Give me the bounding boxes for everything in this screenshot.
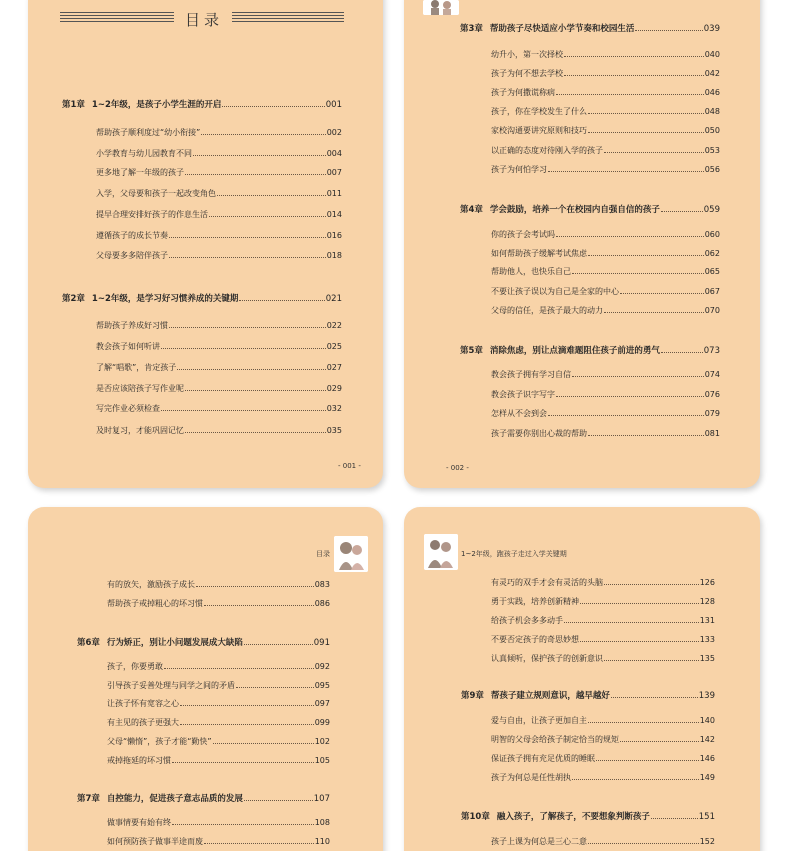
dot-leader xyxy=(572,376,704,377)
section-title: 遵循孩子的成长节奏 xyxy=(96,231,168,240)
section-title: 帮助孩子养成好习惯 xyxy=(96,321,168,330)
dot-leader xyxy=(548,171,704,172)
toc-item-row xyxy=(491,836,715,847)
toc-item-row xyxy=(96,127,342,138)
page-ref: 032 xyxy=(326,404,342,413)
dot-leader xyxy=(611,697,698,698)
toc-item-row xyxy=(491,145,720,156)
dot-leader xyxy=(180,724,314,725)
section-title: 孩子上课为何总是三心二意 xyxy=(491,837,587,846)
section-title: 家校沟通要讲究原则和技巧 xyxy=(491,126,587,135)
dot-leader xyxy=(239,300,324,301)
toc-chapter-row xyxy=(461,810,715,822)
toc-item-row xyxy=(491,229,720,240)
page-ref: 099 xyxy=(314,718,330,727)
chapter-label: 第5章 xyxy=(460,346,483,356)
toc-item-row xyxy=(96,341,342,352)
dot-leader xyxy=(596,760,699,761)
section-title: 教会孩子拥有学习自信 xyxy=(491,370,571,379)
section-title: 帮助孩子戒掉粗心的坏习惯 xyxy=(107,599,203,608)
page-ref: 021 xyxy=(325,294,342,304)
toc-item-row xyxy=(107,680,330,691)
section-title: 是否应该陪孩子写作业呢 xyxy=(96,384,184,393)
page-ref: 067 xyxy=(704,287,720,296)
page-ref: 040 xyxy=(704,50,720,59)
toc-chapter-row xyxy=(460,344,720,356)
dot-leader xyxy=(556,236,704,237)
dot-leader xyxy=(620,741,699,742)
chapter-label: 第9章 xyxy=(461,691,484,701)
page-ref: 135 xyxy=(699,654,715,663)
dot-leader xyxy=(588,843,699,844)
dot-leader xyxy=(213,743,314,744)
toc-item-row xyxy=(107,598,330,609)
page-ref: 002 xyxy=(326,128,342,137)
page-ref: 152 xyxy=(699,837,715,846)
section-title: 教会孩子识字写字 xyxy=(491,390,555,399)
page-ref: 083 xyxy=(314,580,330,589)
dot-leader xyxy=(588,132,704,133)
chapter-label: 第10章 xyxy=(461,812,490,822)
dot-leader xyxy=(588,113,704,114)
dot-leader xyxy=(564,56,704,57)
page-ref: 060 xyxy=(704,230,720,239)
toc-item-row xyxy=(491,715,715,726)
section-title: 认真倾听，保护孩子的创新意识 xyxy=(491,654,603,663)
section-title: 幼升小，第一次择校 xyxy=(491,50,563,59)
dot-leader xyxy=(588,255,704,256)
page-ref: 086 xyxy=(314,599,330,608)
toc-chapter-row xyxy=(461,689,715,701)
running-header: 目录 xyxy=(316,550,330,558)
dot-leader xyxy=(169,257,326,258)
section-title: 有灵巧的双手才会有灵活的头脑 xyxy=(491,578,603,587)
dot-leader xyxy=(244,644,313,645)
page-ref: 133 xyxy=(699,635,715,644)
toc-item-row xyxy=(491,369,720,380)
page-ref: 022 xyxy=(326,321,342,330)
section-title: 更多地了解一年级的孩子 xyxy=(96,168,184,177)
page-ref: 149 xyxy=(699,773,715,782)
page-ref: 107 xyxy=(313,794,330,804)
page-ref: 110 xyxy=(314,837,330,846)
chapter-label: 第3章 xyxy=(460,24,483,34)
dot-leader xyxy=(661,352,703,353)
section-title: 不要否定孩子的奇思妙想 xyxy=(491,635,579,644)
dot-leader xyxy=(588,435,704,436)
section-title: 帮助孩子顺利度过“幼小衔接” xyxy=(96,128,201,137)
toc-item-row xyxy=(96,425,342,436)
section-title: 孩子需要你别出心裁的帮助 xyxy=(491,429,587,438)
dot-leader xyxy=(161,348,326,349)
page-ref: 007 xyxy=(326,168,342,177)
dot-leader xyxy=(244,800,313,801)
page-ref: 139 xyxy=(698,691,715,701)
toc-item-row xyxy=(491,653,715,664)
page-ref: 053 xyxy=(704,146,720,155)
toc-chapter-row xyxy=(62,98,342,110)
dot-leader xyxy=(580,603,699,604)
dot-leader xyxy=(217,195,326,196)
toc-item-row xyxy=(491,68,720,79)
toc-item-row xyxy=(107,698,330,709)
page-ref: 097 xyxy=(314,699,330,708)
section-title: 孩子，你在学校发生了什么 xyxy=(491,107,587,116)
chapter-title: 学会鼓励，培养一个在校园内自强自信的孩子 xyxy=(489,205,660,215)
section-title: 父母的信任，是孩子最大的动力 xyxy=(491,306,603,315)
page-ref: 027 xyxy=(326,363,342,372)
toc-item-row xyxy=(491,577,715,588)
section-title: 引导孩子妥善处理与同学之间的矛盾 xyxy=(107,681,235,690)
toc-item-row xyxy=(491,248,720,259)
page-ref: 039 xyxy=(703,24,720,34)
page-ref: 079 xyxy=(704,409,720,418)
page-ref: 046 xyxy=(704,88,720,97)
toc-item-row xyxy=(96,362,342,373)
dot-leader xyxy=(169,327,326,328)
section-title: 有的放矢，激励孩子成长 xyxy=(107,580,195,589)
section-title: 不要让孩子误以为自己是全家的中心 xyxy=(491,287,619,296)
page-ref: 102 xyxy=(314,737,330,746)
toc-item-row xyxy=(491,772,715,783)
toc-item-row xyxy=(107,717,330,728)
toc-item-row xyxy=(96,383,342,394)
toc-item-row xyxy=(107,817,330,828)
page-ref: 074 xyxy=(704,370,720,379)
section-title: 爱与自由，让孩子更加自主 xyxy=(491,716,587,725)
page-ref: 048 xyxy=(704,107,720,116)
section-title: 教会孩子如何听讲 xyxy=(96,342,160,351)
page-ref: 131 xyxy=(699,616,715,625)
page-ref: 091 xyxy=(313,638,330,648)
page-number: - 001 - xyxy=(338,462,361,470)
section-title: 及时复习，才能巩固记忆 xyxy=(96,426,184,435)
chapter-label: 第1章 xyxy=(62,100,85,110)
section-title: 提早合理安排好孩子的作息生活 xyxy=(96,210,208,219)
toc-item-row xyxy=(491,408,720,419)
dot-leader xyxy=(185,390,326,391)
section-title: 孩子为何不想去学校 xyxy=(491,69,563,78)
chapter-label: 第4章 xyxy=(460,205,483,215)
page-ref: 029 xyxy=(326,384,342,393)
chapter-title: 帮助孩子尽快适应小学节奏和校园生活 xyxy=(489,24,635,34)
page-ref: 108 xyxy=(314,818,330,827)
toc-item-row xyxy=(107,836,330,847)
page-ref: 095 xyxy=(314,681,330,690)
dot-leader xyxy=(164,668,314,669)
page-ref: 050 xyxy=(704,126,720,135)
chapter-title: 1~2年级，是学习好习惯养成的关键期 xyxy=(91,294,239,304)
toc-item-row xyxy=(491,266,720,277)
section-title: 孩子为何怕学习 xyxy=(491,165,547,174)
toc-item-row xyxy=(491,428,720,439)
page-ref: 059 xyxy=(703,205,720,215)
dot-leader xyxy=(572,273,704,274)
dot-leader xyxy=(185,432,326,433)
toc-item-row xyxy=(96,230,342,241)
dot-leader xyxy=(620,293,704,294)
dot-leader xyxy=(201,134,325,135)
dot-leader xyxy=(604,312,704,313)
section-title: 明智的父母会给孩子制定恰当的规矩 xyxy=(491,735,619,744)
dot-leader xyxy=(604,584,699,585)
dot-leader xyxy=(169,237,326,238)
toc-item-row xyxy=(491,734,715,745)
dot-leader xyxy=(548,415,704,416)
section-title: 孩子，你要勇敢 xyxy=(107,662,163,671)
section-title: 怎样从不会到会 xyxy=(491,409,547,418)
page-ref: 076 xyxy=(704,390,720,399)
section-title: 写完作业必须检查 xyxy=(96,404,160,413)
dot-leader xyxy=(661,211,703,212)
dot-leader xyxy=(236,687,314,688)
page-ref: 126 xyxy=(699,578,715,587)
section-title: 小学教育与幼儿园教育不同 xyxy=(96,149,192,158)
dot-leader xyxy=(564,622,699,623)
section-title: 孩子为何撒谎称病 xyxy=(491,88,555,97)
dot-leader xyxy=(193,155,326,156)
page-ref: 018 xyxy=(326,251,342,260)
page-ref: 004 xyxy=(326,149,342,158)
chapter-title: 自控能力，促进孩子意志品质的发展 xyxy=(106,794,243,804)
toc-item-row xyxy=(107,755,330,766)
section-title: 以正确的态度对待刚入学的孩子 xyxy=(491,146,603,155)
page-ref: 011 xyxy=(326,189,342,198)
section-title: 给孩子机会多多动手 xyxy=(491,616,563,625)
chapter-label: 第7章 xyxy=(77,794,100,804)
section-title: 父母要多多陪伴孩子 xyxy=(96,251,168,260)
dot-leader xyxy=(580,641,699,642)
toc-item-row xyxy=(491,286,720,297)
toc-item-row xyxy=(96,209,342,220)
page-ref: 042 xyxy=(704,69,720,78)
dot-leader xyxy=(172,824,314,825)
page-ref: 014 xyxy=(326,210,342,219)
page-number: - 002 - xyxy=(446,464,469,472)
toc-item-row xyxy=(96,250,342,261)
section-title: 你的孩子会考试吗 xyxy=(491,230,555,239)
toc-item-row xyxy=(491,634,715,645)
dot-leader xyxy=(161,410,326,411)
page-ref: 128 xyxy=(699,597,715,606)
toc-item-row xyxy=(491,164,720,175)
dot-leader xyxy=(556,94,704,95)
toc-chapter-row xyxy=(77,792,330,804)
dot-leader xyxy=(564,75,704,76)
chapter-label: 第6章 xyxy=(77,638,100,648)
page-ref: 081 xyxy=(704,429,720,438)
toc-item-row xyxy=(96,320,342,331)
toc-chapter-row xyxy=(460,203,720,215)
dot-leader xyxy=(204,843,314,844)
dot-leader xyxy=(572,779,699,780)
page-title: 目录 xyxy=(185,11,224,29)
section-title: 如何预防孩子做事半途而废 xyxy=(107,837,203,846)
page-ref: 140 xyxy=(699,716,715,725)
dot-leader xyxy=(604,660,699,661)
toc-item-row xyxy=(491,49,720,60)
section-title: 帮助他人，也快乐自己 xyxy=(491,267,571,276)
dot-leader xyxy=(180,705,314,706)
section-title: 入学，父母要和孩子一起改变角色 xyxy=(96,189,216,198)
toc-item-row xyxy=(491,106,720,117)
running-header: 1~2年级，跑孩子走过入学关键期 xyxy=(461,550,567,558)
dot-leader xyxy=(588,722,699,723)
toc-item-row xyxy=(96,148,342,159)
page-ref: 062 xyxy=(704,249,720,258)
section-title: 勇于实践，培养创新精神 xyxy=(491,597,579,606)
page-ref: 151 xyxy=(698,812,715,822)
dot-leader xyxy=(185,174,326,175)
dot-leader xyxy=(196,586,314,587)
toc-item-row xyxy=(491,596,715,607)
toc-item-row xyxy=(96,188,342,199)
section-title: 父母“懒惰”，孩子才能“勤快” xyxy=(107,737,212,746)
page-ref: 016 xyxy=(326,231,342,240)
dot-leader xyxy=(172,762,314,763)
chapter-title: 行为矫正，别让小问题发展成大缺陷 xyxy=(106,638,243,648)
dot-leader xyxy=(604,152,704,153)
toc-chapter-row xyxy=(460,22,720,34)
toc-item-row xyxy=(107,579,330,590)
page-ref: 025 xyxy=(326,342,342,351)
toc-item-row xyxy=(491,305,720,316)
toc-item-row xyxy=(491,87,720,98)
section-title: 如何帮助孩子缓解考试焦虑 xyxy=(491,249,587,258)
page-ref: 035 xyxy=(326,426,342,435)
chapter-label: 第2章 xyxy=(62,294,85,304)
dot-leader xyxy=(204,605,314,606)
section-title: 做事情要有始有终 xyxy=(107,818,171,827)
toc-item-row xyxy=(491,753,715,764)
chapter-title: 1~2年级，是孩子小学生涯的开启 xyxy=(91,100,222,110)
section-title: 有主见的孩子更强大 xyxy=(107,718,179,727)
toc-item-row xyxy=(491,125,720,136)
page-ref: 142 xyxy=(699,735,715,744)
page-ref: 065 xyxy=(704,267,720,276)
page-ref: 092 xyxy=(314,662,330,671)
toc-chapter-row xyxy=(77,636,330,648)
toc-item-row xyxy=(96,403,342,414)
toc-item-row xyxy=(491,389,720,400)
chapter-title: 帮孩子建立规则意识，越早越好 xyxy=(490,691,610,701)
page-ref: 146 xyxy=(699,754,715,763)
page-ref: 001 xyxy=(325,100,342,110)
dot-leader xyxy=(651,818,698,819)
page-ref: 105 xyxy=(314,756,330,765)
page-ref: 056 xyxy=(704,165,720,174)
chapter-title: 消除焦虑，别让点滴难题阻住孩子前进的勇气 xyxy=(489,346,660,356)
chapter-title: 融入孩子，了解孩子，不要想象判断孩子 xyxy=(496,812,650,822)
toc-item-row xyxy=(96,167,342,178)
toc-item-row xyxy=(107,661,330,672)
section-title: 让孩子怀有宽容之心 xyxy=(107,699,179,708)
section-title: 保证孩子拥有充足优质的睡眠 xyxy=(491,754,595,763)
toc-chapter-row xyxy=(62,292,342,304)
dot-leader xyxy=(177,369,325,370)
page-ref: 073 xyxy=(703,346,720,356)
section-title: 了解“唱歌”，肯定孩子 xyxy=(96,363,177,372)
dot-leader xyxy=(209,216,326,217)
dot-leader xyxy=(222,106,324,107)
section-title: 孩子为何总是任性胡执 xyxy=(491,773,571,782)
toc-item-row xyxy=(107,736,330,747)
dot-leader xyxy=(556,396,704,397)
dot-leader xyxy=(635,30,702,31)
section-title: 戒掉拖延的坏习惯 xyxy=(107,756,171,765)
toc-item-row xyxy=(491,615,715,626)
page-ref: 070 xyxy=(704,306,720,315)
